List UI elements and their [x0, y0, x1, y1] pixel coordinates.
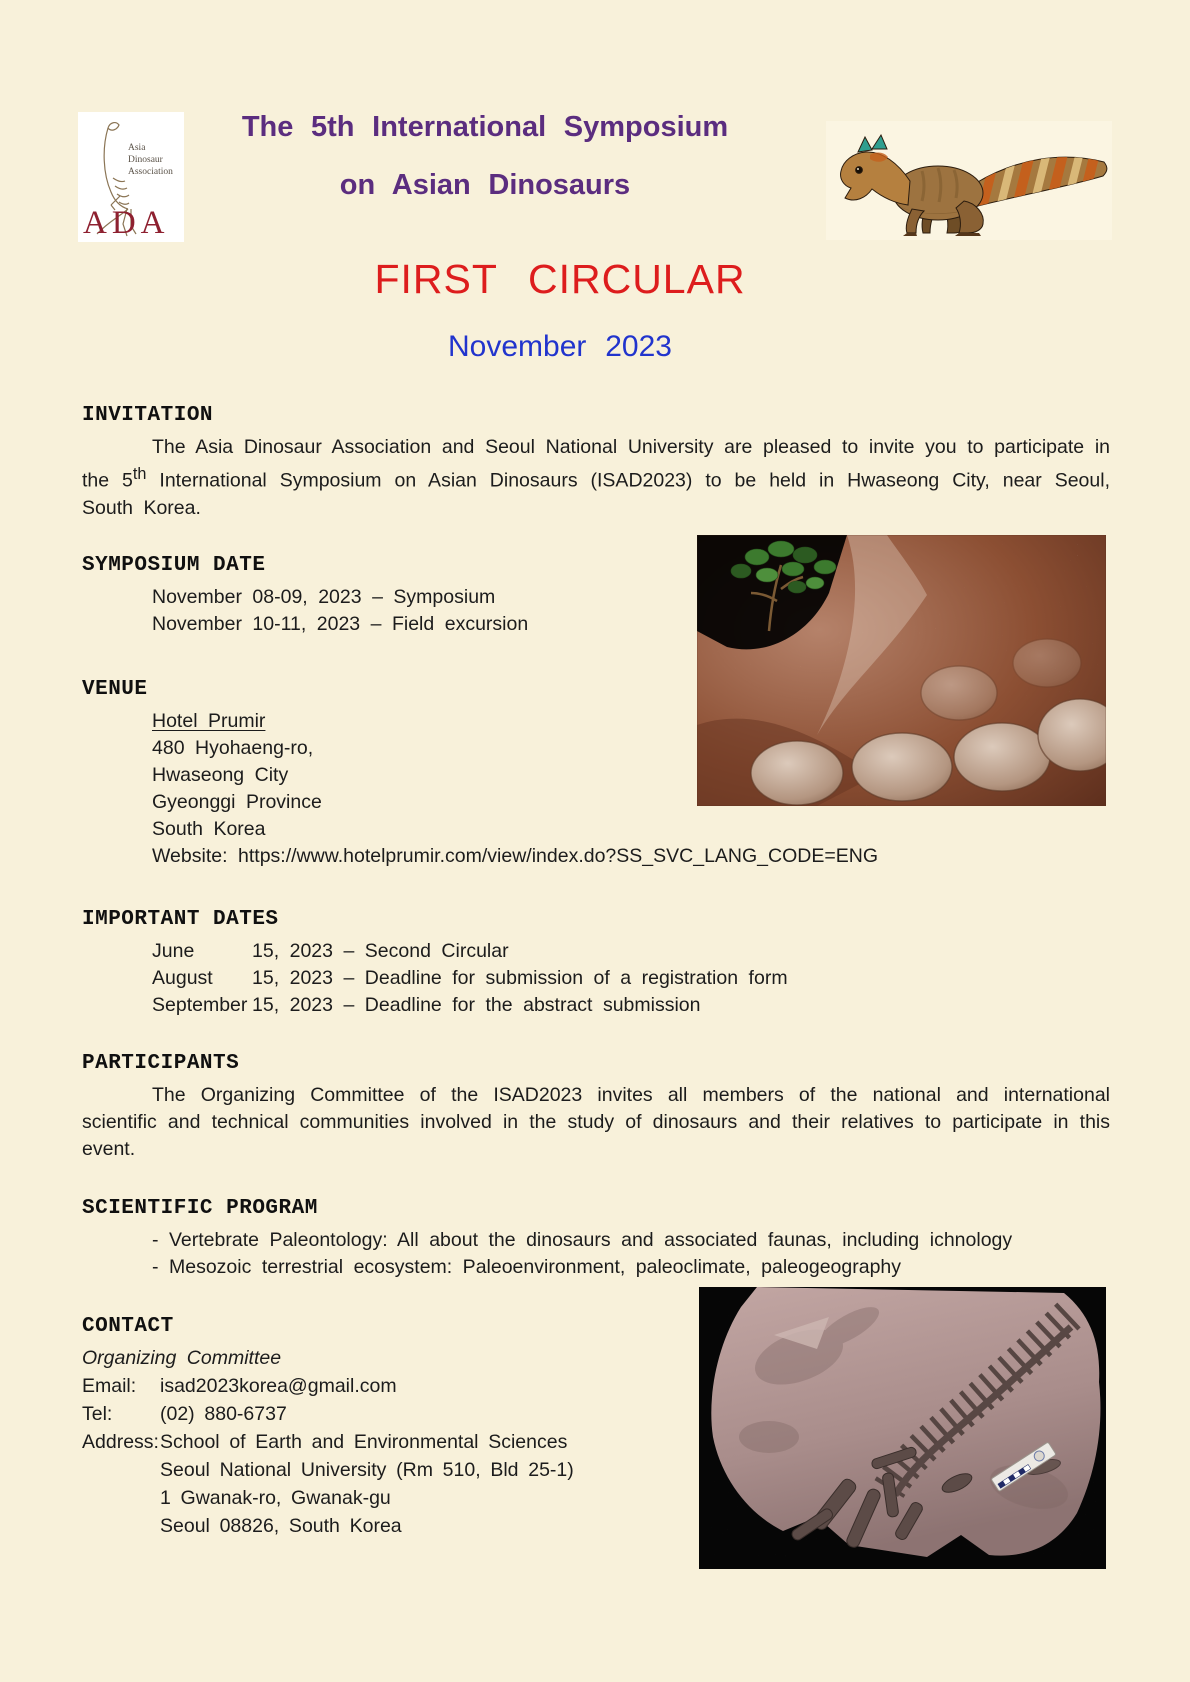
symposium-date-heading: SYMPOSIUM DATE	[82, 554, 266, 577]
symposium-date-line-2: November 10-11, 2023 – Field excursion	[152, 613, 529, 635]
contact-address-row	[82, 1428, 1110, 1456]
venue-address-line-2: Hwaseong City	[152, 764, 289, 786]
title-line-2: on Asian Dinosaurs	[339, 169, 631, 201]
important-date-row	[152, 938, 1110, 965]
address-line-1: School of Earth and Environmental Sciences	[160, 1431, 568, 1453]
venue-hotel-name: Hotel Prumir	[152, 710, 266, 732]
program-item-1: - Vertebrate Paleontology: All about the dinosaurs and associated faunas, including ichnology	[152, 1229, 1013, 1251]
contact-role: Organizing Committee	[82, 1347, 282, 1369]
venue-website-line	[152, 843, 1110, 870]
important-dates-heading: IMPORTANT DATES	[82, 908, 279, 931]
eye	[856, 167, 863, 174]
contact-heading: CONTACT	[82, 1315, 174, 1338]
date-detail: 15, 2023 – Second Circular	[252, 940, 509, 962]
date-detail: 15, 2023 – Deadline for the abstract submission	[252, 994, 701, 1016]
tel-value: (02) 880-6737	[160, 1403, 287, 1425]
important-date-row	[152, 992, 1110, 1019]
logo-org-line-3: Association	[128, 167, 173, 177]
ordinal-superscript: th	[132, 465, 147, 483]
section-important-dates	[82, 906, 1110, 1019]
invitation-heading: INVITATION	[82, 404, 214, 427]
invitation-body	[82, 434, 1110, 522]
venue-address-line-4: South Korea	[152, 818, 266, 840]
website-label: Website:	[152, 845, 228, 867]
participants-body: The Organizing Committee of the ISAD2023 invites all members of the national and international scientific and technical communities involved in the study of dinosaurs and their relatives to participate in this event.	[82, 1084, 1110, 1160]
logo-org-line-1: Asia	[128, 143, 146, 153]
ada-logo-art	[78, 112, 184, 242]
venue-heading: VENUE	[82, 678, 148, 701]
address-line-2: Seoul National University (Rm 510, Bld 25-1)	[160, 1459, 574, 1481]
important-date-row	[152, 965, 1110, 992]
address-line-3: 1 Gwanak-ro, Gwanak-gu	[160, 1487, 391, 1509]
date-month: September	[152, 994, 248, 1016]
issue-date: November 2023	[448, 330, 672, 363]
venue-website-link[interactable]: https://www.hotelprumir.com/view/index.do?SS_SVC_LANG_CODE=ENG	[238, 845, 878, 867]
date-detail: 15, 2023 – Deadline for submission of a registration form	[252, 967, 788, 989]
invitation-body-part1: The Asia Dinosaur Association and Seoul National University are pleased to invite you to participate in the 5	[82, 436, 1110, 492]
date-month: June	[152, 940, 195, 962]
title-line-1: The 5th International Symposium	[241, 111, 729, 143]
ada-logo	[78, 112, 184, 242]
scientific-program-heading: SCIENTIFIC PROGRAM	[82, 1197, 318, 1220]
dinosaur-illustration	[826, 121, 1112, 240]
venue-address-line-1: 480 Hyohaeng-ro,	[152, 737, 314, 759]
email-label: Email:	[82, 1375, 137, 1397]
address-line-4: Seoul 08826, South Korea	[160, 1515, 402, 1537]
symposium-date-line-1: November 08-09, 2023 – Symposium	[152, 586, 496, 608]
program-item-2: - Mesozoic terrestrial ecosystem: Paleoenvironment, paleoclimate, paleogeography	[152, 1256, 902, 1278]
section-invitation	[82, 402, 1110, 522]
contact-email-row	[82, 1372, 1110, 1400]
tel-label: Tel:	[82, 1403, 113, 1425]
address-label: Address:	[82, 1431, 159, 1453]
invitation-body-part2: International Symposium on Asian Dinosaurs (ISAD2023) to be held in Hwaseong City, near Seoul, South Korea.	[82, 469, 1110, 519]
logo-acronym: ADA	[83, 205, 170, 241]
section-contact	[82, 1313, 1110, 1540]
logo-org-line-2: Dinosaur	[128, 155, 163, 165]
first-circular-heading: FIRST CIRCULAR	[374, 256, 746, 302]
symposium-title	[185, 110, 785, 202]
section-participants	[82, 1050, 1110, 1163]
date-month: August	[152, 967, 213, 989]
section-scientific-program	[82, 1195, 1110, 1281]
venue-address-line-3: Gyeonggi Province	[152, 791, 322, 813]
participants-heading: PARTICIPANTS	[82, 1052, 240, 1075]
email-value[interactable]: isad2023korea@gmail.com	[160, 1375, 397, 1397]
contact-tel-row	[82, 1400, 1110, 1428]
section-venue	[82, 676, 1110, 870]
